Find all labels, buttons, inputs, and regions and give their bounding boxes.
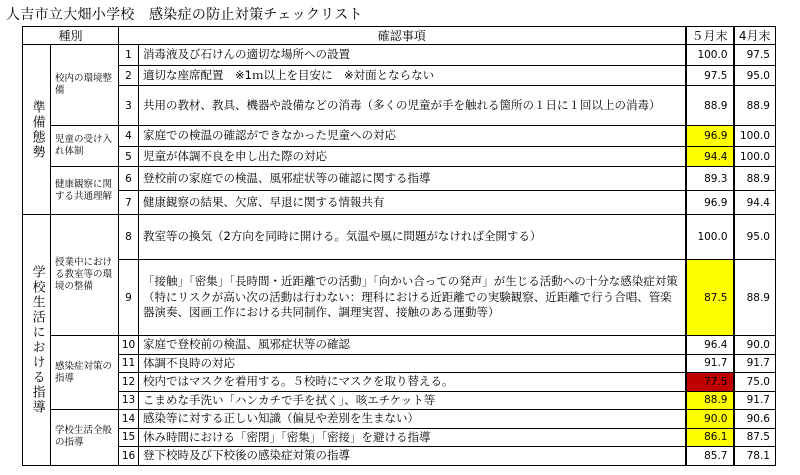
row-item: 消毒液及び石けんの適切な場所への設置 bbox=[139, 45, 686, 66]
row-number: 12 bbox=[119, 373, 139, 392]
table-row bbox=[23, 336, 776, 355]
row-may-value: 77.5 bbox=[686, 373, 734, 392]
row-may-value: 96.9 bbox=[686, 191, 734, 215]
row-item: 体調不良時の対応 bbox=[139, 354, 686, 373]
table-row bbox=[23, 260, 776, 336]
header-may: ５月末 bbox=[686, 27, 734, 45]
table-row bbox=[23, 391, 776, 410]
subgroup-label: 学校生活全般の指導 bbox=[51, 410, 119, 466]
row-april-value: 88.9 bbox=[734, 260, 776, 336]
table-row bbox=[23, 45, 776, 66]
row-may-value: 85.7 bbox=[686, 447, 734, 466]
row-item: 登下校時及び下校後の感染症対策の指導 bbox=[139, 447, 686, 466]
row-may-value: 94.4 bbox=[686, 147, 734, 167]
row-may-value: 89.3 bbox=[686, 167, 734, 191]
row-item: 家庭での検温の確認ができなかった児童への対応 bbox=[139, 126, 686, 147]
row-may-value: 88.9 bbox=[686, 86, 734, 126]
header-april: 4月末 bbox=[734, 27, 776, 45]
row-number: 16 bbox=[119, 447, 139, 466]
header-category: 種別 bbox=[23, 27, 119, 45]
row-april-value: 97.5 bbox=[734, 45, 776, 66]
table-row bbox=[23, 86, 776, 126]
row-number: 14 bbox=[119, 410, 139, 429]
row-april-value: 95.0 bbox=[734, 66, 776, 86]
row-item: こまめな手洗い「ハンカチで手を拭く」、咳エチケット等 bbox=[139, 391, 686, 410]
row-item: 適切な座席配置 ※1ｍ以上を目安に ※対面とならない bbox=[139, 66, 686, 86]
row-may-value: 91.7 bbox=[686, 354, 734, 373]
row-number: 5 bbox=[119, 147, 139, 167]
table-row bbox=[23, 354, 776, 373]
table-row bbox=[23, 66, 776, 86]
row-item: 教室等の換気（2方向を同時に開ける。気温や風に問題がなければ全開する） bbox=[139, 215, 686, 260]
group-label: 準備態勢 bbox=[23, 45, 51, 215]
row-april-value: 91.7 bbox=[734, 391, 776, 410]
subgroup-label: 校内の環境整備 bbox=[51, 45, 119, 126]
subgroup-label: 感染症対策の指導 bbox=[51, 336, 119, 410]
table-row bbox=[23, 373, 776, 392]
subgroup-label: 授業中における教室等の環境の整備 bbox=[51, 215, 119, 336]
table-row bbox=[23, 191, 776, 215]
table-row bbox=[23, 167, 776, 191]
row-item: 家庭で登校前の検温、風邪症状等の確認 bbox=[139, 336, 686, 355]
row-item: 感染等に対する正しい知識（偏見や差別を生まない） bbox=[139, 410, 686, 429]
row-item: 「接触」「密集」「長時間・近距離での活動」「向かい合っての発声」が生じる活動への十分な感染症対策（特にリスクが高い次の活動は行わない：理科における近距離での実験観察、近距離で行う合唱、管楽器演奏、図画工作における共同制作、調理実習、接触のある運動等） bbox=[139, 260, 686, 336]
table-row bbox=[23, 147, 776, 167]
row-number: 4 bbox=[119, 126, 139, 147]
row-may-value: 100.0 bbox=[686, 215, 734, 260]
row-may-value: 97.5 bbox=[686, 66, 734, 86]
row-number: 7 bbox=[119, 191, 139, 215]
row-april-value: 90.6 bbox=[734, 410, 776, 429]
row-number: 6 bbox=[119, 167, 139, 191]
row-april-value: 94.4 bbox=[734, 191, 776, 215]
row-may-value: 90.0 bbox=[686, 410, 734, 429]
row-april-value: 91.7 bbox=[734, 354, 776, 373]
row-may-value: 86.1 bbox=[686, 428, 734, 447]
row-april-value: 100.0 bbox=[734, 147, 776, 167]
row-may-value: 88.9 bbox=[686, 391, 734, 410]
row-item: 休み時間における「密閉」「密集」「密接」を避ける指導 bbox=[139, 428, 686, 447]
row-may-value: 100.0 bbox=[686, 45, 734, 66]
row-number: 11 bbox=[119, 354, 139, 373]
row-april-value: 75.0 bbox=[734, 373, 776, 392]
row-number: 8 bbox=[119, 215, 139, 260]
header-row bbox=[23, 27, 776, 45]
row-number: 2 bbox=[119, 66, 139, 86]
row-april-value: 87.5 bbox=[734, 428, 776, 447]
row-may-value: 87.5 bbox=[686, 260, 734, 336]
table-row bbox=[23, 447, 776, 466]
group-label: 学校生活における指導 bbox=[23, 215, 51, 466]
row-april-value: 88.9 bbox=[734, 167, 776, 191]
table-row bbox=[23, 428, 776, 447]
checklist-table bbox=[22, 26, 776, 466]
row-may-value: 96.9 bbox=[686, 126, 734, 147]
row-item: 児童が体調不良を申し出た際の対応 bbox=[139, 147, 686, 167]
row-item: 校内ではマスクを着用する。５校時にマスクを取り替える。 bbox=[139, 373, 686, 392]
row-number: 15 bbox=[119, 428, 139, 447]
subgroup-label: 健康観察に関する共通理解 bbox=[51, 167, 119, 215]
row-april-value: 95.0 bbox=[734, 215, 776, 260]
row-number: 1 bbox=[119, 45, 139, 66]
row-item: 健康観察の結果、欠席、早退に関する情報共有 bbox=[139, 191, 686, 215]
row-item: 共用の教材、教具、機器や設備などの消毒（多くの児童が手を触れる箇所の１日に１回以上の消毒） bbox=[139, 86, 686, 126]
row-april-value: 78.1 bbox=[734, 447, 776, 466]
table-row bbox=[23, 215, 776, 260]
table-row bbox=[23, 126, 776, 147]
row-number: 10 bbox=[119, 336, 139, 355]
row-number: 3 bbox=[119, 86, 139, 126]
row-may-value: 96.4 bbox=[686, 336, 734, 355]
row-number: 9 bbox=[119, 260, 139, 336]
row-april-value: 100.0 bbox=[734, 126, 776, 147]
header-item: 確認事項 bbox=[119, 27, 686, 45]
table-row bbox=[23, 410, 776, 429]
row-april-value: 88.9 bbox=[734, 86, 776, 126]
row-item: 登校前の家庭での検温、風邪症状等の確認に関する指導 bbox=[139, 167, 686, 191]
row-april-value: 90.0 bbox=[734, 336, 776, 355]
subgroup-label: 児童の受け入れ体制 bbox=[51, 126, 119, 167]
page-title: 人吉市立大畑小学校 感染症の防止対策チェックリスト bbox=[6, 7, 363, 23]
row-number: 13 bbox=[119, 391, 139, 410]
